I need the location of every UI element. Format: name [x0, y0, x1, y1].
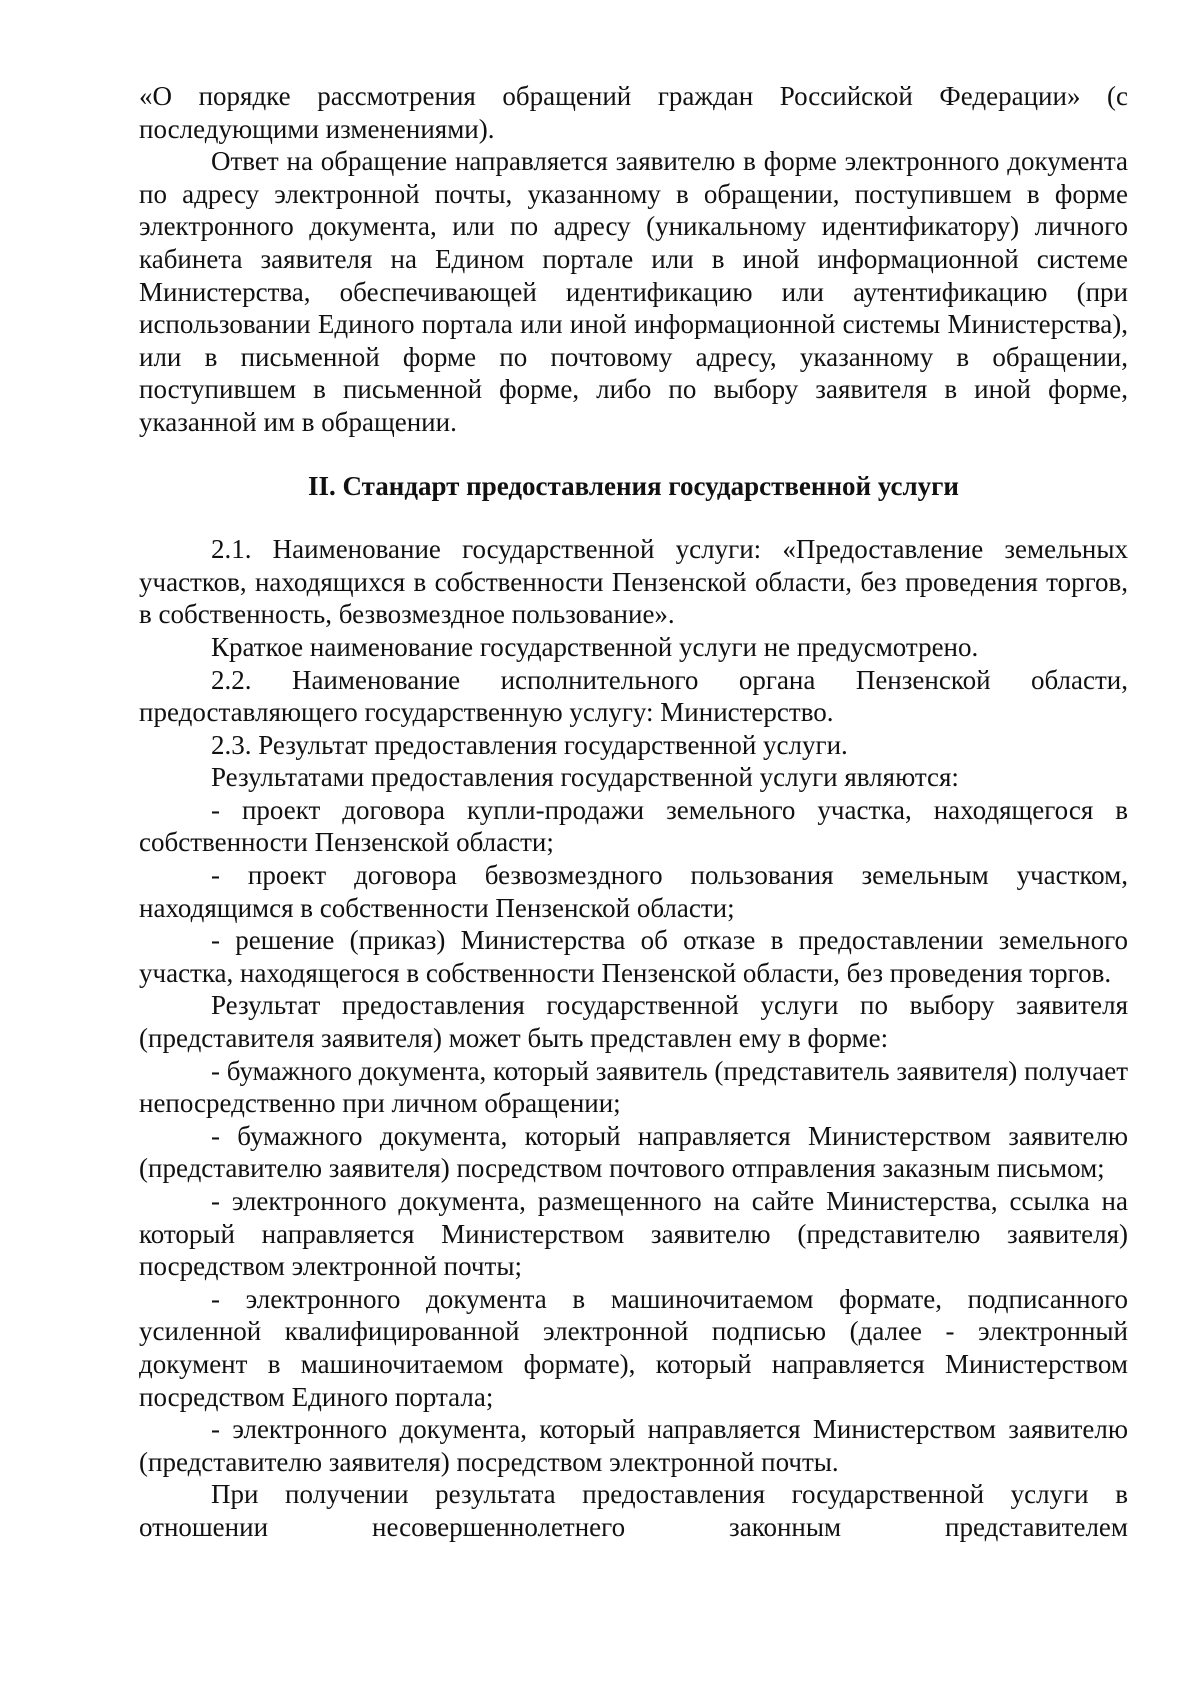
document-page — [139, 80, 1128, 1544]
paragraph-2-1: 2.1. Наименование государственной услуги: «Предоставление земельных участков, находящихся в собственности Пензенской области, без проведения торгов, в собственность, безвозмездное пользование». — [139, 534, 1128, 630]
list-item-paper-in-person: - бумажного документа, который заявитель (представитель заявителя) получает непосредственно при личном обращении; — [139, 1055, 1128, 1119]
intro-continuation: «О порядке рассмотрения обращений граждан Российской Федерации» (с последующими изменениями). — [139, 81, 1128, 144]
paragraph-short-name: Краткое наименование государственной услуги не предусмотрено. — [211, 631, 979, 662]
paragraph-2-3: 2.3. Результат предоставления государственной услуги. — [211, 729, 848, 760]
answer-paragraph: Ответ на обращение направляется заявителю в форме электронного документа по адресу электронной почты, указанному в обращении, поступившем в форме электронного документа, или по адресу (уникальному идентификатору) личного кабинета заявителя на Едином портале или в иной информационной системе Министерства, обеспечивающей идентификацию или аутентификацию (при использовании Единого портала или иной информационной системы Министерства), или в письменной форме по почтовому адресу, указанному в обращении, поступившем в письменной форме, либо по выбору заявителя в иной форме, указанной им в обращении. — [139, 146, 1128, 437]
list-item-electronic-website: - электронного документа, размещенного на сайте Министерства, ссылка на который направляется Министерством заявителю (представителю заявителя) посредством электронной почты; — [139, 1186, 1128, 1282]
list-item-machine-readable: - электронного документа в машиночитаемом формате, подписанного усиленной квалифицированной электронной подписью (далее - электронный документ в машиночитаемом формате), который направляется Министерством посредством Единого портала; — [139, 1283, 1128, 1412]
list-item-sale-contract: - проект договора купли-продажи земельного участка, находящегося в собственности Пензенской области; — [139, 794, 1128, 858]
paragraph-2-2: 2.2. Наименование исполнительного органа Пензенской области, предоставляющего государственную услугу: Министерство. — [139, 664, 1128, 728]
paragraph-result-form-intro: Результат предоставления государственной услуги по выбору заявителя (представителя заявителя) может быть представлен ему в форме: — [139, 990, 1128, 1054]
list-item-refusal-decision: - решение (приказ) Министерства об отказе в предоставлении земельного участка, находящегося в собственности Пензенской области, без проведения торгов. — [139, 925, 1128, 988]
paragraph-results-intro: Результатами предоставления государственной услуги являются: — [211, 762, 959, 793]
list-item-electronic-email: - электронного документа, который направляется Министерством заявителю (представителю заявителя) посредством электронной почты. — [139, 1414, 1128, 1477]
paragraph-minor-representative: При получении результата предоставления государственной услуги в отношении несовершеннолетнего законным представителем — [139, 1479, 1128, 1542]
list-item-free-use-contract: - проект договора безвозмездного пользования земельным участком, находящимся в собственности Пензенской области; — [139, 860, 1128, 923]
section-heading: II. Стандарт предоставления государственной услуги — [308, 470, 959, 501]
list-item-paper-by-mail: - бумажного документа, который направляется Министерством заявителю (представителю заявителя) посредством почтового отправления заказным письмом; — [139, 1120, 1128, 1184]
